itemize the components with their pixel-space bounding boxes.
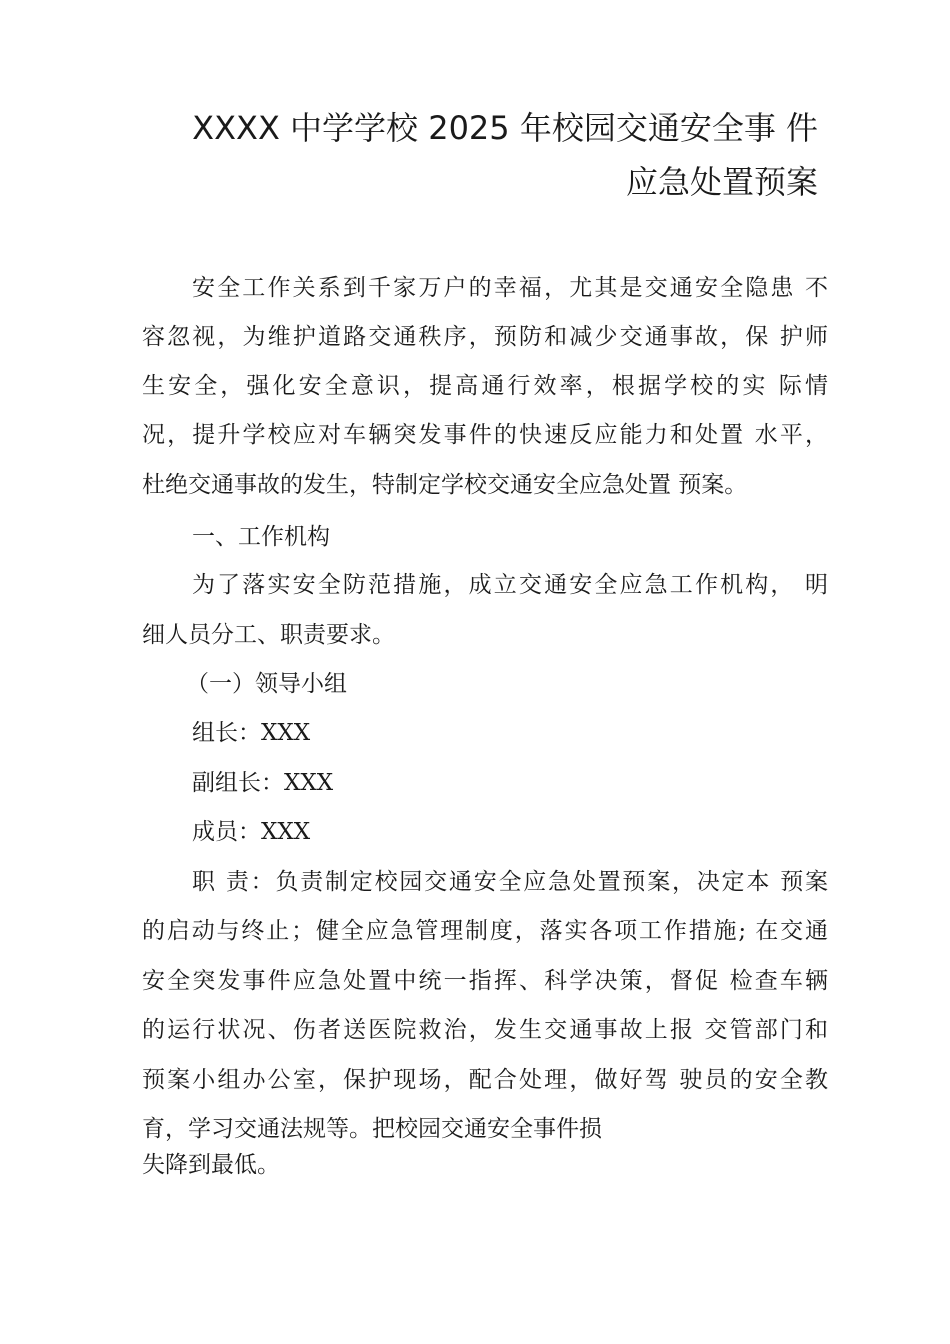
duties-paragraph-line: 失降到最低。 xyxy=(142,1152,280,1178)
section1-paragraph-line: 细人员分工、职责要求。 xyxy=(142,622,395,648)
deputy-leader-line: 副组长：XXX xyxy=(192,770,334,796)
intro-paragraph-line: 生安全，强化安全意识，提高通行效率，根据学校的实 际情 xyxy=(142,373,828,399)
duties-paragraph-line: 育，学习交通法规等。把校园交通安全事件损 xyxy=(142,1116,602,1142)
intro-paragraph-line: 况，提升学校应对车辆突发事件的快速反应能力和处置 水平， xyxy=(142,422,828,448)
section1-paragraph-line: 为了落实安全防范措施，成立交通安全应急工作机构， 明 xyxy=(192,572,828,598)
intro-paragraph-line: 杜绝交通事故的发生，特制定学校交通安全应急处置 预案。 xyxy=(142,472,748,498)
duties-paragraph-line: 预案小组办公室，保护现场，配合处理，做好驾 驶员的安全教 xyxy=(142,1067,828,1093)
duties-paragraph-line: 安全突发事件应急处置中统一指挥、科学决策，督促 检查车辆 xyxy=(142,968,828,994)
duties-paragraph-line: 职 责：负责制定校园交通安全应急处置预案，决定本 预案 xyxy=(192,869,828,895)
document-title-line-2: 应急处置预案 xyxy=(625,163,818,201)
subsection-heading: （一）领导小组 xyxy=(186,671,347,697)
intro-paragraph-line: 安全工作关系到千家万户的幸福，尤其是交通安全隐患 不 xyxy=(192,275,828,301)
duties-paragraph-line: 的启动与终止；健全应急管理制度，落实各项工作措施; 在交通 xyxy=(142,918,828,944)
document-title-line-1: XXXX 中学学校 2025 年校园交通安全事 件 xyxy=(192,109,818,147)
duties-paragraph-line: 的运行状况、伤者送医院救治，发生交通事故上报 交管部门和 xyxy=(142,1017,828,1043)
leader-line: 组长：XXX xyxy=(192,720,311,746)
section-heading: 一、工作机构 xyxy=(192,524,330,550)
members-line: 成员：XXX xyxy=(192,819,311,845)
intro-paragraph-line: 容忽视，为维护道路交通秩序，预防和减少交通事故，保 护师 xyxy=(142,324,828,350)
